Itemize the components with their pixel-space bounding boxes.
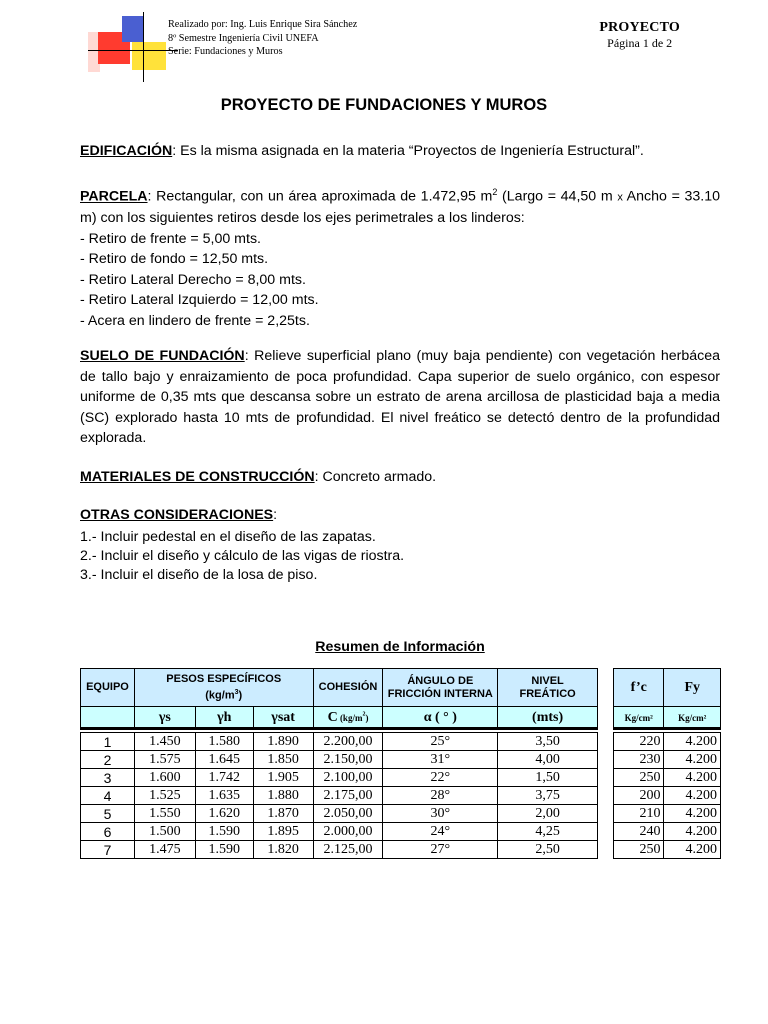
header-nivel-a: NIVEL xyxy=(531,674,564,687)
fc-cell: 210 xyxy=(614,805,664,823)
sub-c: C xyxy=(327,709,338,725)
fc-cell: 250 xyxy=(614,841,664,859)
retiro-item: - Retiro Lateral Derecho = 8,00 mts. xyxy=(80,271,306,288)
sub-alpha: α ( ° ) xyxy=(383,707,498,729)
nivel-cell: 3,75 xyxy=(498,787,598,805)
resumen-title: Resumen de Información xyxy=(315,639,485,655)
sub-fc-unit: Kg/cm² xyxy=(614,707,664,729)
gamma-s-cell: 1.600 xyxy=(134,769,195,787)
equipo-cell: 4 xyxy=(81,787,135,805)
page-title: PROYECTO DE FUNDACIONES Y MUROS xyxy=(220,96,548,114)
sub-gamma-sat: γsat xyxy=(253,707,313,729)
materiales-label: MATERIALES DE CONSTRUCCIÓN xyxy=(80,469,315,485)
page-number: Página 1 de 2 xyxy=(607,36,673,50)
section-otras xyxy=(80,505,720,585)
fc-cell: 200 xyxy=(614,787,664,805)
gamma-sat-cell: 1.870 xyxy=(253,805,313,823)
table-row xyxy=(81,787,598,805)
parcela-text-a: : Rectangular, con un área aproximada de 1.472,95 m xyxy=(147,188,493,205)
sub-c-unit-a: (kg/m xyxy=(337,712,363,723)
cohesion-cell: 2.000,00 xyxy=(313,823,383,841)
gamma-s-cell: 1.575 xyxy=(134,751,195,769)
nivel-cell: 4,00 xyxy=(498,751,598,769)
angulo-cell: 25° xyxy=(383,733,498,751)
suelo-text: : Relieve superficial plano (muy baja pendiente) con vegetación herbácea de tallo bajo y enraizamiento de poca profundidad. Capa superior de suelo orgánico, con espesor uniforme de 0,35 mts que descansa sobre un estrato de arena arcillosa de plasticidad baja a media (SC) explorado hasta 10 mts de profundidad. El nivel freático se detectó dentro de la profundidad explorada. xyxy=(80,348,720,446)
otras-label: OTRAS CONSIDERACIONES xyxy=(80,507,274,523)
gamma-s-cell: 1.450 xyxy=(134,733,195,751)
table-row xyxy=(81,769,598,787)
sub-mts: (mts) xyxy=(498,707,598,729)
gamma-h-cell: 1.742 xyxy=(195,769,253,787)
header-pesos-unit-b: ) xyxy=(238,689,243,702)
angulo-cell: 27° xyxy=(383,841,498,859)
resumen-table xyxy=(80,668,598,859)
nivel-cell: 2,00 xyxy=(498,805,598,823)
consideracion-item: 1.- Incluir pedestal en el diseño de las zapatas. xyxy=(80,528,376,545)
angulo-cell: 22° xyxy=(383,769,498,787)
edificacion-quote: “Proyectos de Ingeniería Estructural”. xyxy=(408,143,644,159)
parcela-label: PARCELA xyxy=(80,188,148,205)
header-angulo-a: ÁNGULO DE xyxy=(407,674,474,687)
fc-cell: 230 xyxy=(614,751,664,769)
gamma-sat-cell: 1.820 xyxy=(253,841,313,859)
resistencia-table xyxy=(613,668,721,859)
angulo-cell: 28° xyxy=(383,787,498,805)
sub-gamma-h: γh xyxy=(195,707,253,729)
materiales-text: : Concreto armado. xyxy=(314,469,437,485)
gamma-h-cell: 1.590 xyxy=(195,823,253,841)
fy-cell: 4.200 xyxy=(664,733,721,751)
section-edificacion xyxy=(80,141,720,162)
fy-cell: 4.200 xyxy=(664,823,721,841)
sub-gamma-s: γs xyxy=(134,707,195,729)
header-angulo-b: FRICCIÓN INTERNA xyxy=(387,687,493,700)
parcela-x: x xyxy=(617,191,623,204)
gamma-s-cell: 1.525 xyxy=(134,787,195,805)
sub-fy-unit: Kg/cm² xyxy=(664,707,721,729)
retiro-item: - Retiro Lateral Izquierdo = 12,00 mts. xyxy=(80,292,319,309)
edificacion-text: : Es la misma asignada en la materia xyxy=(172,143,409,159)
table-row xyxy=(81,733,598,751)
table-divider xyxy=(80,727,598,730)
table-divider xyxy=(613,727,721,730)
fy-cell: 4.200 xyxy=(664,787,721,805)
gamma-s-cell: 1.550 xyxy=(134,805,195,823)
nivel-cell: 1,50 xyxy=(498,769,598,787)
parcela-text-c: Ancho = 33.10 m) con los siguientes retiros desde los ejes perimetrales a los linderos: xyxy=(80,188,721,227)
table-row xyxy=(614,769,721,787)
sub-c-unit-sup: 2 xyxy=(362,710,366,717)
suelo-label: SUELO DE FUNDACIÓN xyxy=(80,348,245,364)
cohesion-cell: 2.200,00 xyxy=(313,733,383,751)
gamma-h-cell: 1.635 xyxy=(195,787,253,805)
header-pesos-unit-sup: 3 xyxy=(234,688,239,696)
nivel-cell: 4,25 xyxy=(498,823,598,841)
table-row xyxy=(81,751,598,769)
gamma-sat-cell: 1.905 xyxy=(253,769,313,787)
sub-cohesion xyxy=(313,707,383,729)
header-pesos xyxy=(134,669,313,707)
gamma-sat-cell: 1.880 xyxy=(253,787,313,805)
section-suelo xyxy=(80,346,720,449)
section-parcela xyxy=(80,182,720,331)
gamma-sat-cell: 1.895 xyxy=(253,823,313,841)
sub-empty xyxy=(81,707,135,729)
cohesion-cell: 2.050,00 xyxy=(313,805,383,823)
cohesion-cell: 2.100,00 xyxy=(313,769,383,787)
otras-colon: : xyxy=(273,507,278,523)
fy-cell: 4.200 xyxy=(664,769,721,787)
equipo-cell: 2 xyxy=(81,751,135,769)
header-pesos-unit-a: (kg/m xyxy=(205,689,235,702)
equipo-cell: 3 xyxy=(81,769,135,787)
gamma-h-cell: 1.645 xyxy=(195,751,253,769)
header-fy: Fy xyxy=(664,669,721,707)
table-row xyxy=(614,823,721,841)
nivel-cell: 2,50 xyxy=(498,841,598,859)
fc-cell: 250 xyxy=(614,769,664,787)
table-row xyxy=(81,823,598,841)
header-logo xyxy=(88,12,178,84)
project-label: PROYECTO xyxy=(599,20,680,35)
table-row xyxy=(614,733,721,751)
table-row xyxy=(614,805,721,823)
cohesion-cell: 2.175,00 xyxy=(313,787,383,805)
retiro-item: - Acera en lindero de frente = 2,25ts. xyxy=(80,312,310,329)
parcela-text-b: (Largo = 44,50 m xyxy=(497,188,618,205)
equipo-cell: 1 xyxy=(81,733,135,751)
equipo-cell: 6 xyxy=(81,823,135,841)
header-equipo: EQUIPO xyxy=(81,669,135,707)
semester-line: 8º Semestre Ingeniería Civil UNEFA xyxy=(168,32,319,44)
header-page-info xyxy=(599,20,680,51)
edificacion-label: EDIFICACIÓN xyxy=(80,143,173,159)
author-line: Realizado por: Ing. Luis Enrique Sira Sánchez xyxy=(168,19,358,30)
header-angulo xyxy=(383,669,498,707)
header-nivel xyxy=(498,669,598,707)
nivel-cell: 3,50 xyxy=(498,733,598,751)
cohesion-cell: 2.150,00 xyxy=(313,751,383,769)
fy-cell: 4.200 xyxy=(664,805,721,823)
header-fc: f’c xyxy=(614,669,664,707)
table-row xyxy=(614,751,721,769)
sub-c-unit-b: ) xyxy=(365,712,369,723)
retiro-item: - Retiro de fondo = 12,50 mts. xyxy=(80,251,269,268)
gamma-s-cell: 1.475 xyxy=(134,841,195,859)
equipo-cell: 7 xyxy=(81,841,135,859)
angulo-cell: 30° xyxy=(383,805,498,823)
header-pesos-label: PESOS ESPECÍFICOS xyxy=(166,672,282,685)
gamma-h-cell: 1.580 xyxy=(195,733,253,751)
fy-cell: 4.200 xyxy=(664,751,721,769)
section-materiales xyxy=(80,467,720,488)
gamma-h-cell: 1.620 xyxy=(195,805,253,823)
table-row xyxy=(614,841,721,859)
parcela-sup: 2 xyxy=(492,187,498,197)
retiro-item: - Retiro de frente = 5,00 mts. xyxy=(80,230,261,247)
series-line: Serie: Fundaciones y Muros xyxy=(168,46,283,58)
fc-cell: 240 xyxy=(614,823,664,841)
gamma-h-cell: 1.590 xyxy=(195,841,253,859)
angulo-cell: 31° xyxy=(383,751,498,769)
consideracion-item: 3.- Incluir el diseño de la losa de piso. xyxy=(80,566,318,583)
equipo-cell: 5 xyxy=(81,805,135,823)
cohesion-cell: 2.125,00 xyxy=(313,841,383,859)
angulo-cell: 24° xyxy=(383,823,498,841)
consideracion-item: 2.- Incluir el diseño y cálculo de las vigas de riostra. xyxy=(80,547,405,564)
table-row xyxy=(81,805,598,823)
header-nivel-b: FREÁTICO xyxy=(519,687,576,700)
fy-cell: 4.200 xyxy=(664,841,721,859)
header-cohesion: COHESIÓN xyxy=(313,669,383,707)
table-row xyxy=(614,787,721,805)
gamma-s-cell: 1.500 xyxy=(134,823,195,841)
header-info xyxy=(168,18,357,59)
fc-cell: 220 xyxy=(614,733,664,751)
table-row xyxy=(81,841,598,859)
gamma-sat-cell: 1.890 xyxy=(253,733,313,751)
gamma-sat-cell: 1.850 xyxy=(253,751,313,769)
